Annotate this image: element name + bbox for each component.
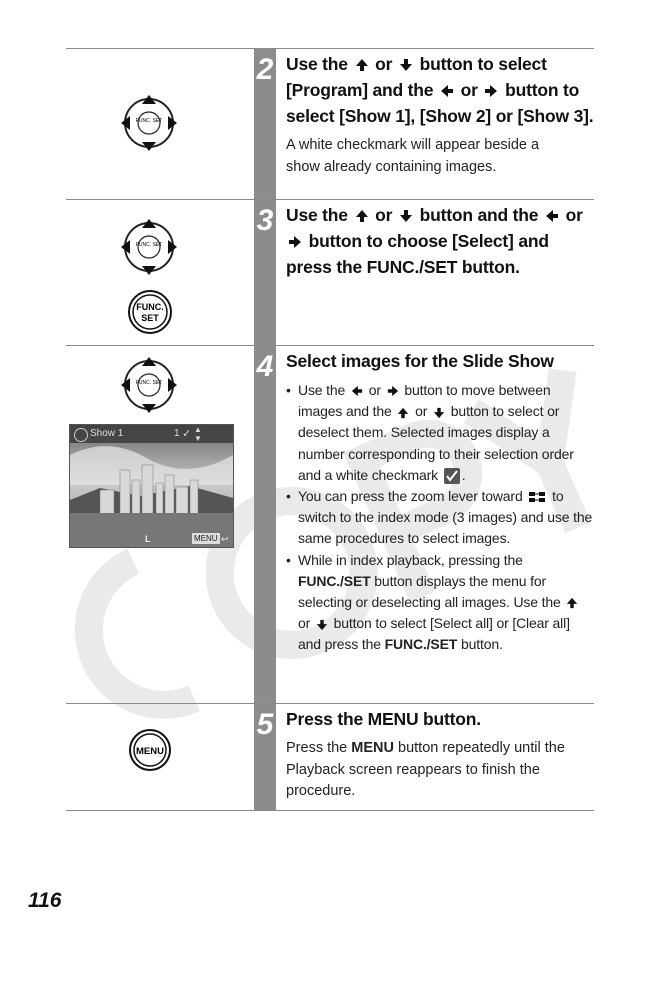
func-set-button-icon: [127, 289, 173, 335]
step-4-number-bar: [254, 346, 276, 704]
step-5-body: Press the MENU button repeatedly until the Playback screen reappears to finish the procedure.: [286, 740, 565, 799]
step-3-number-bar: [254, 200, 276, 346]
step-number: 5: [256, 708, 274, 741]
step-4-row: [66, 345, 594, 704]
up-arrow-icon: [355, 209, 369, 223]
left-arrow-icon: [545, 209, 559, 223]
right-arrow-icon: [484, 84, 498, 98]
step-2-row: [66, 48, 594, 199]
svg-text:MENU: MENU: [136, 746, 164, 757]
index-mode-icon: [528, 491, 546, 503]
dpad-icon: [119, 355, 179, 415]
checkmark-box-icon: [444, 468, 460, 484]
step-3-heading: Use the or button and the or button to choose [Select] and press the FUNC./SET button.: [286, 205, 583, 277]
down-arrow-icon: [316, 619, 328, 631]
step-3-content: [286, 200, 594, 286]
func-set-small-label: FUNC. SET: [135, 242, 163, 248]
step-number: 2: [256, 53, 274, 86]
lcd-menu-label: MENU: [194, 534, 218, 543]
right-arrow-icon: [288, 235, 302, 249]
show-icon: [74, 428, 88, 442]
up-arrow-icon: [397, 407, 409, 419]
up-arrow-icon: [355, 58, 369, 72]
right-arrow-icon: [387, 385, 399, 397]
lcd-screen-preview: [69, 424, 234, 548]
step-4-content: [286, 346, 594, 656]
up-down-arrows-icon: ▲ ▼: [194, 425, 202, 443]
step-5-row: [66, 703, 594, 811]
step-2-content: [286, 49, 594, 178]
step-5-content: [286, 704, 594, 803]
dpad-icon: [119, 93, 179, 153]
checkmark-icon: ✓: [182, 428, 192, 440]
lcd-counter: 1: [174, 428, 180, 439]
return-icon: ↩: [221, 534, 229, 544]
step-2-illustration: [66, 49, 254, 199]
step-4-bullets: [286, 380, 594, 656]
svg-text:SET: SET: [141, 313, 159, 323]
bullet-item: • Use the or button to move between images and the or button to select or deselect them. Selected images display a number corresponding to their selection order and a white checkmark .: [286, 380, 594, 486]
step-4-heading: Select images for the Slide Show: [286, 351, 554, 371]
step-2-body: A white checkmark will appear beside a show already containing images.: [286, 137, 540, 175]
menu-button-icon: [128, 728, 172, 772]
left-arrow-icon: [440, 84, 454, 98]
lcd-show-label: Show 1: [90, 428, 124, 439]
svg-text:FUNC.: FUNC.: [136, 302, 164, 312]
city-skyline-image: [70, 425, 233, 547]
step-5-illustration: [66, 704, 254, 810]
left-arrow-icon: [351, 385, 363, 397]
step-2-number-bar: [254, 49, 276, 199]
step-4-illustration: [66, 346, 254, 704]
bullet-item: • While in index playback, pressing the FUNC./SET button displays the menu for selecting or deselecting all images. Use the or button to select [Select all] or [Clear all] and press the FUNC./SET button.: [286, 550, 594, 656]
page-number: 116: [28, 889, 62, 912]
step-5-heading: Press the MENU button.: [286, 709, 481, 729]
step-3-row: [66, 199, 594, 346]
lcd-bottom-bar: [70, 531, 233, 547]
up-arrow-icon: [566, 597, 578, 609]
down-arrow-icon: [399, 209, 413, 223]
dpad-icon: [119, 217, 179, 277]
down-arrow-icon: [399, 58, 413, 72]
size-label: L: [145, 534, 151, 544]
step-2-heading: Use the or button to select [Program] and the or button to select [Show 1], [Show 2] or [Show 3].: [286, 54, 594, 126]
step-3-illustration: [66, 200, 254, 346]
lcd-top-bar: [70, 425, 233, 443]
down-arrow-icon: [433, 407, 445, 419]
step-number: 3: [256, 204, 274, 237]
func-set-small-label: FUNC. SET: [135, 380, 163, 386]
step-number: 4: [256, 350, 274, 383]
bullet-item: • You can press the zoom lever toward to switch to the index mode (3 images) and use the same procedures to select images.: [286, 486, 594, 550]
func-set-small-label: FUNC. SET: [135, 118, 163, 124]
step-5-number-bar: [254, 704, 276, 810]
